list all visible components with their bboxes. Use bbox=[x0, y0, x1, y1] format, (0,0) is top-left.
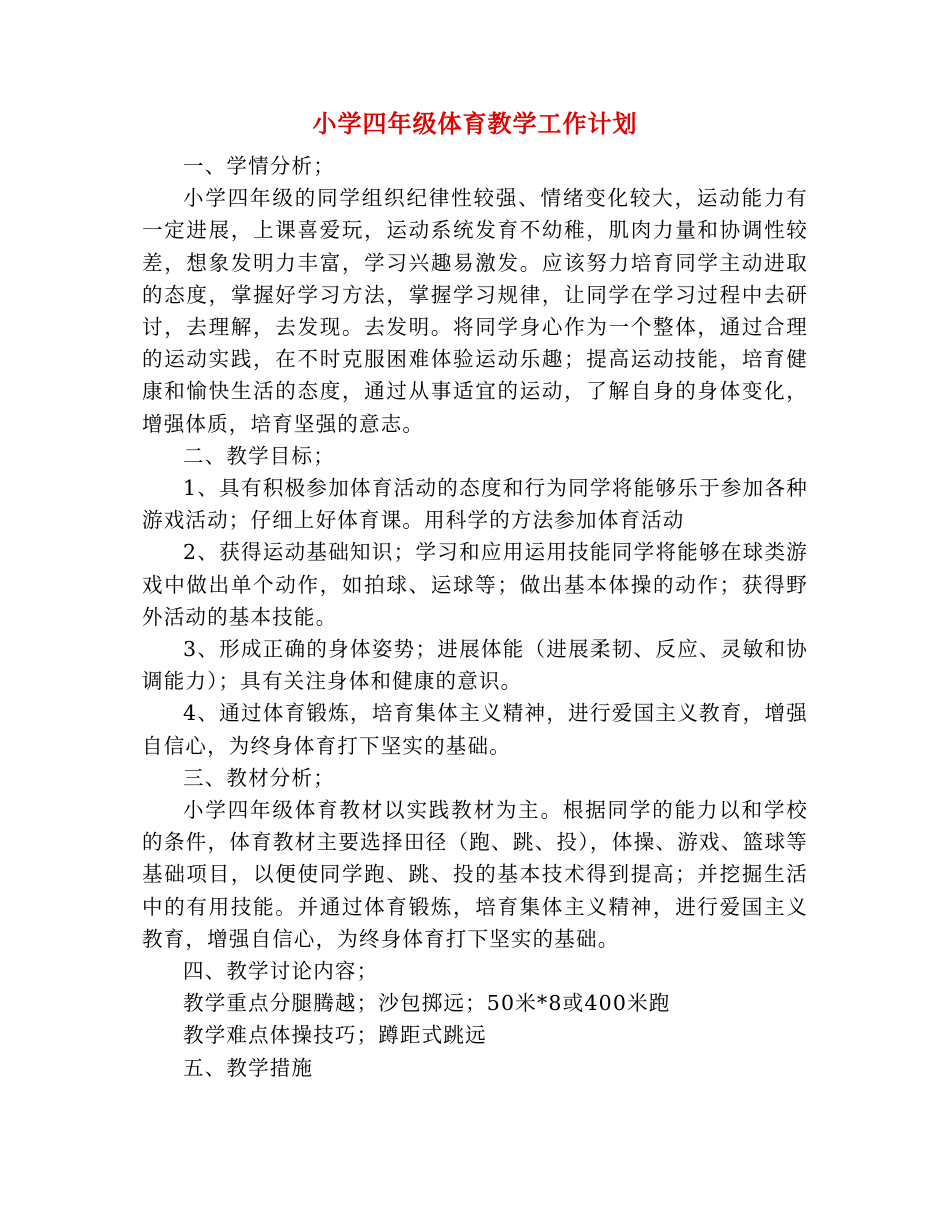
section-heading-learning-analysis: 一、学情分析； bbox=[183, 154, 335, 178]
section-heading-teaching-goals: 二、教学目标； bbox=[183, 443, 335, 468]
teaching-difficulties: 教学难点体操技巧；蹲距式跳远 bbox=[183, 1023, 487, 1048]
goal-item-2: 2、获得运动基础知识；学习和应用运用技能同学将能够在球类游戏中做出单个动作，如拍球、运球等；做出基本体操的动作；获得野外活动的基本技能。 bbox=[142, 540, 808, 629]
paragraph-materials: 小学四年级体育教材以实践教材为主。根据同学的能力以和学校的条件，体育教材主要选择田径（跑、跳、投），体操、游戏、篮球等基础项目，以便使同学跑、跳、投的基本技术得到提高；并挖掘生活中的有用技能。并通过体育锻炼，培育集体主义精神，进行爱国主义教育，增强自信心，为终身体育打下坚实的基础。 bbox=[142, 798, 808, 951]
section-heading-materials: 三、教材分析； bbox=[183, 765, 335, 790]
teaching-key-points: 教学重点分腿腾越；沙包掷远；50米*8或400米跑 bbox=[183, 991, 671, 1016]
goal-item-3: 3、形成正确的身体姿势；进展体能（进展柔韧、反应、灵敏和协调能力）；具有关注身体和健康的意识。 bbox=[142, 637, 808, 694]
paragraph-learning-analysis: 小学四年级的同学组织纪律性较强、情绪变化较大，运动能力有一定进展，上课喜爱玩，运动系统发育不幼稚，肌肉力量和协调性较差，想象发明力丰富，学习兴趣易激发。应该努力培育同学主动进取的态度，掌握好学习方法，掌握学习规律，让同学在学习过程中去研讨，去理解，去发现。去发明。将同学身心作为一个整体，通过合理的运动实践，在不时克服困难体验运动乐趣；提高运动技能，培育健康和愉快生活的态度，通过从事适宜的运动，了解自身的身体变化，增强体质，培育坚强的意志。 bbox=[142, 186, 808, 436]
section-heading-content: 四、教学讨论内容； bbox=[183, 959, 379, 984]
section-heading-measures: 五、教学措施 bbox=[183, 1055, 314, 1080]
goal-item-4: 4、通过体育锻炼，培育集体主义精神，进行爱国主义教育，增强自信心，为终身体育打下坚实的基础。 bbox=[142, 701, 808, 758]
goal-item-1: 1、具有积极参加体育活动的态度和行为同学将能够乐于参加各种游戏活动；仔细上好体育课。用科学的方法参加体育活动 bbox=[142, 476, 808, 533]
document-title: 小学四年级体育教学工作计划 bbox=[312, 110, 638, 138]
document-body bbox=[142, 150, 808, 1084]
